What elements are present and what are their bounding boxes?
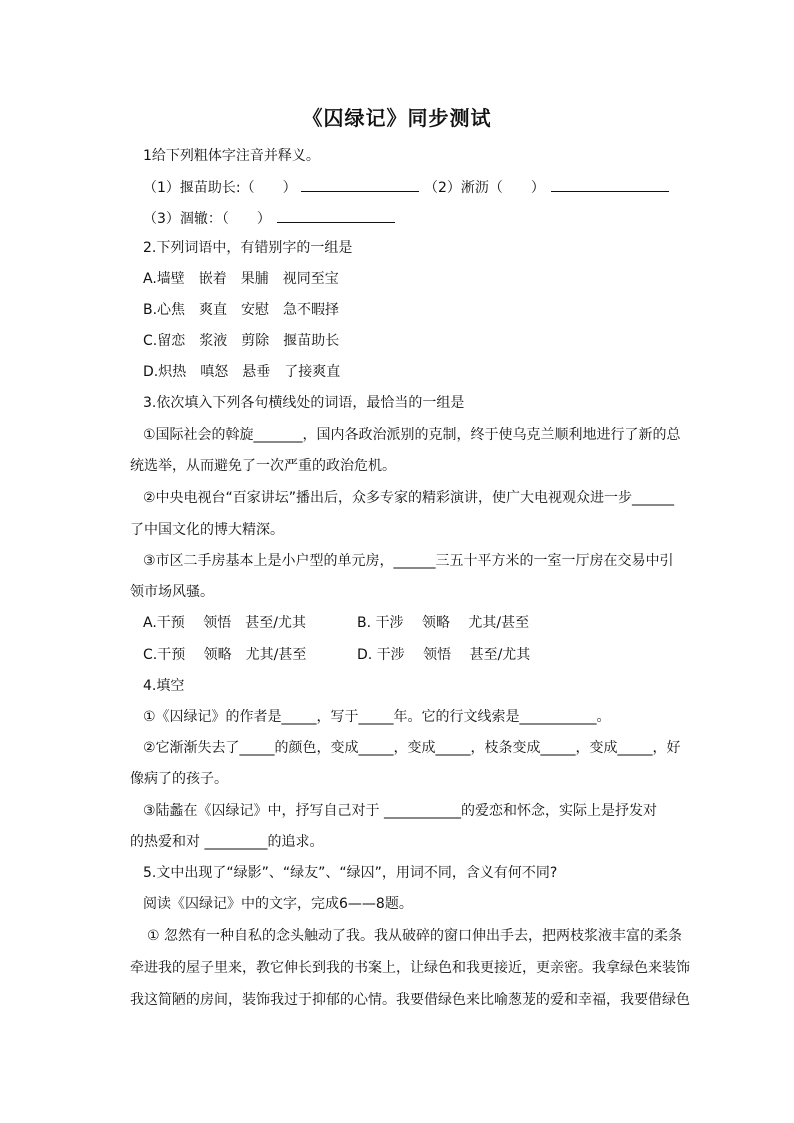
- q1-item-a: [143, 177, 419, 198]
- q3-sentence-3-line-2: 领市场风骚。: [130, 584, 214, 600]
- q3-sentence-1-line-2: 统选举，从而避免了一次严重的政治危机。: [130, 458, 396, 474]
- document-title: 《囚绿记》同步测试: [302, 106, 492, 130]
- q2-option-d: D.炽热 嗔怒 悬垂 了接爽直: [143, 364, 341, 380]
- q2-option-c: C.留恋 浆液 剪除 揠苗助长: [143, 333, 340, 349]
- q4-item-2-line-1: ②它渐渐失去了_____的颜色，变成_____，变成_____，枝条变成_____，变成_____，好: [143, 740, 681, 756]
- q1-item-b-blank: [551, 177, 669, 192]
- q1-item-b: [424, 177, 669, 198]
- passage-line-2: 牵进我的屋子里来，教它伸长到我的书案上，让绿色和我更接近，更亲密。我拿绿色来装饰: [130, 960, 690, 976]
- q2-option-a: A.墙壁 嵌着 果脯 视同至宝: [143, 271, 339, 287]
- q3-stem: 3.依次填入下列各句横线处的词语，最恰当的一组是: [143, 395, 465, 411]
- q3-sentence-2-line-1: ②中央电视台“百家讲坛”播出后，众多专家的精彩演讲，使广大电视观众进一步______: [143, 490, 675, 506]
- q2-option-b: B.心焦 爽直 安慰 急不暇择: [143, 302, 340, 318]
- q1-item-c-text: （3）涸辙：（ ）: [143, 211, 271, 227]
- q3-sentence-3-line-1: ③市区二手房基本上是小户型的单元房，______三五十平方米的一室一厅房在交易中引: [143, 553, 674, 569]
- q4-stem: 4.填空: [143, 678, 185, 694]
- q1-item-a-text: （1）揠苗助长:（ ）: [143, 180, 297, 196]
- q1-item-c: [143, 208, 395, 229]
- q2-stem: 2.下列词语中，有错别字的一组是: [143, 240, 353, 256]
- q3-sentence-1-line-1: ①国际社会的斡旋_______，国内各政治派别的克制，终于使乌克兰顺利地进行了新的总: [143, 427, 681, 443]
- q5-stem: 5.文中出现了“绿影”、“绿友”、“绿囚”，用词不同，含义有何不同?: [143, 865, 558, 881]
- q3-option-a: A.干预 领悟 甚至/尤其: [143, 615, 306, 631]
- q3-option-c: C.干预 领略 尤其/甚至: [143, 647, 307, 663]
- passage-line-1: ① 忽然有一种自私的念头触动了我。我从破碎的窗口伸出手去，把两枝浆液丰富的柔条: [147, 928, 682, 944]
- q3-option-d: D. 干涉 领悟 甚至/尤其: [357, 647, 531, 663]
- q4-item-3-line-2: 的热爱和对 _________的追求。: [130, 834, 324, 850]
- q1-item-a-blank: [301, 177, 419, 192]
- reading-instruction: 阅读《囚绿记》中的文字，完成6——8题。: [143, 896, 413, 912]
- passage-line-3: 我这简陋的房间，装饰我过于抑郁的心情。我要借绿色来比喻葱茏的爱和幸福，我要借绿色: [130, 992, 690, 1008]
- q1-item-c-blank: [277, 208, 395, 223]
- q3-option-b: B. 干涉 领略 尤其/甚至: [357, 615, 530, 631]
- q1-item-b-text: （2）淅沥（ ）: [424, 180, 545, 196]
- q3-sentence-2-line-2: 了中国文化的博大精深。: [130, 522, 284, 538]
- q4-item-3-line-1: ③陆蠡在《囚绿记》中，抒写自己对于 ___________的爱恋和怀念，实际上是抒发对: [143, 803, 657, 819]
- q4-item-1: ①《囚绿记》的作者是_____，写于_____年。它的行文线索是___________。: [143, 709, 611, 725]
- q1-stem: 1给下列粗体字注音并释义。: [143, 148, 320, 164]
- q4-item-2-line-2: 像病了的孩子。: [130, 771, 228, 787]
